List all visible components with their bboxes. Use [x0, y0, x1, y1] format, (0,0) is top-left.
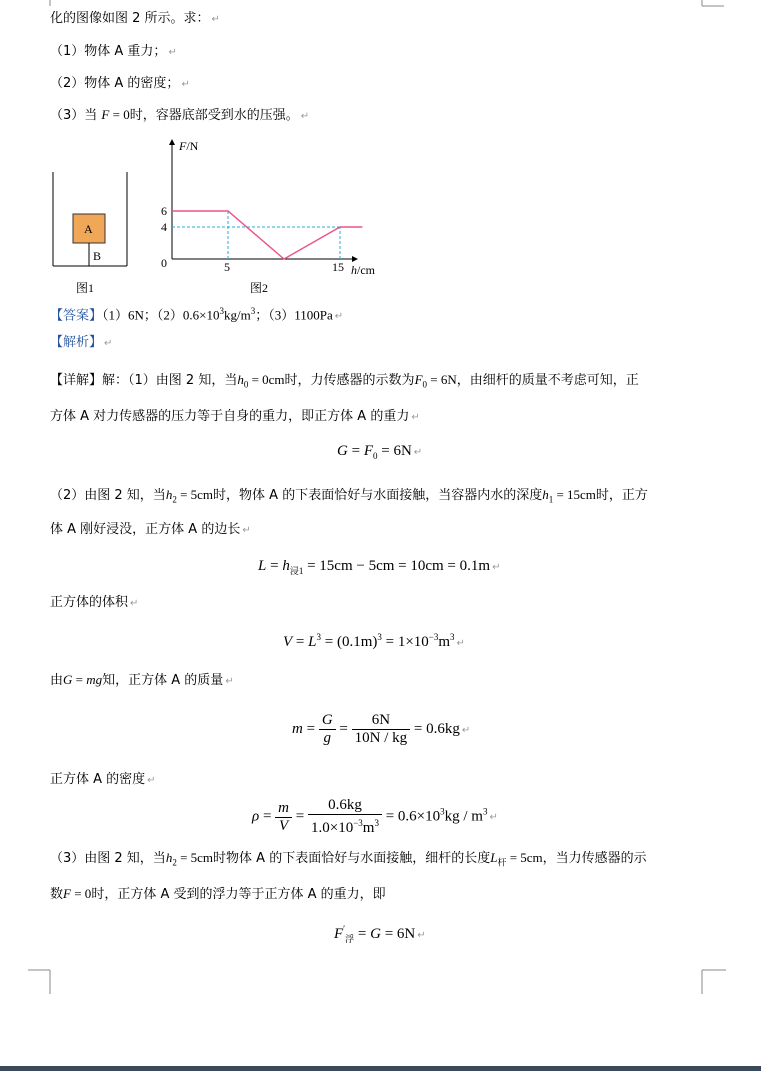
y-axis-label: F/N: [179, 139, 199, 153]
x-axis-label: h/cm: [351, 263, 375, 277]
detail-para-3-line-2: 数F = 0时，正方体 A 受到的浮力等于正方体 A 的重力，即: [50, 886, 386, 902]
corner-mark-top-left: [28, 0, 52, 8]
answer-line: 【答案】（1）6N；$(2)0.6\times 10^3kg/m^3$；（3）1100Pa ↵: [50, 306, 344, 324]
equation-density: ρ = $\frac{m}{V}$ = $\frac{0.6kg}{1.0\times 10^{-3}m^3}$ = $0.6\times 10^3kg$ / $m^3↵$: [252, 797, 498, 836]
equation-buoyancy: $F'_浮 = G = 6N$ ↵: [334, 924, 426, 944]
volume-label: 正方体的体积 ↵: [50, 595, 139, 610]
analysis-line: 【解析】 ↵: [50, 335, 113, 350]
detail-tag: 【详解】: [50, 373, 103, 388]
question-3: （3）当 F = 0时，容器底部受到水的压强。 ↵: [50, 107, 310, 123]
detail-para-3-line-1: （3）由图 2 知，当$h_2 = 5cm$时物体 A 的下表面恰好与水面接触，细杆的长度$L_杆 = 5cm$，当力传感器的示: [50, 850, 647, 868]
detail-para-2-line-1: （2）由图 2 知，当$h_2 = 5cm$时，物体 A 的下表面恰好与水面接触，当容器内水的深度$h_1 = 15cm$时，正方: [50, 487, 648, 505]
equation-weight: $G = F_0 = 6N$ ↵: [337, 443, 423, 461]
corner-mark-top-right: [700, 0, 726, 8]
origin-label: 0: [161, 256, 167, 270]
detail-para-2-line-2: 体 A 刚好浸没，正方体 A 的边长 ↵: [50, 522, 251, 537]
detail-para-1-line-2: 方体 A 对力传感器的压力等于自身的重力，即正方体 A 的重力 ↵: [50, 409, 420, 424]
question-1: （1）物体 A 重力； ↵: [50, 44, 177, 59]
intro-line: 化的图像如图 2 所示。求： ↵: [50, 11, 220, 26]
block-a-label: A: [84, 222, 93, 236]
question-2: （2）物体 A 的密度； ↵: [50, 76, 190, 91]
figure-1-container-diagram: [44, 165, 144, 300]
equation-edge-length: $L = h_{浸1} = 15cm - 5cm = 10cm = 0.1m$ ↵: [258, 558, 501, 576]
density-label: 正方体 A 的密度 ↵: [50, 772, 156, 787]
figure-1-caption: 图1: [76, 281, 95, 295]
equation-volume: $V = L^3 = (0.1m)^3$ = $1\times 10^{-3}m^3↵$: [283, 632, 465, 650]
figure-2-chart: [155, 130, 385, 300]
y-tick-label-4: 4: [161, 220, 167, 234]
x-tick-label-5: 5: [224, 260, 230, 274]
detail-para-1-line-1: 【详解】解：（1）由图 2 知，当$h_0 = 0cm$时，力传感器的示数为$F_0 = 6N$，由细杆的质量不考虑可知，正: [50, 372, 639, 390]
y-tick-label-6: 6: [161, 204, 167, 218]
analysis-tag: 【解析】: [50, 335, 103, 350]
base-b-label: B: [93, 249, 102, 263]
figure-2-caption: 图2: [250, 281, 269, 295]
answer-tag: 【答案】: [50, 308, 103, 324]
bottom-bar: [0, 1066, 761, 1071]
force-series-line: [172, 211, 362, 259]
mass-intro: 由G = mg知，正方体 A 的质量 ↵: [50, 672, 234, 688]
corner-mark-bottom-right: [700, 968, 728, 996]
x-tick-label-15: 15: [332, 260, 344, 274]
equation-mass: m = $\frac{G}{g}$ = $\frac{6N}{10N / kg}$ = 0.6kg ↵: [292, 712, 471, 746]
corner-mark-bottom-left: [28, 968, 54, 996]
